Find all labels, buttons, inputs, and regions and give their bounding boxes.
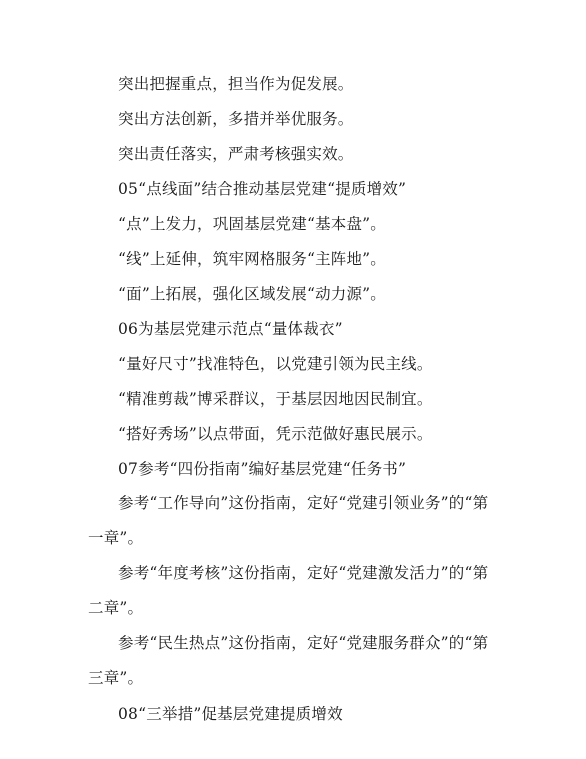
- text-line: 突出方法创新，多措并举优服务。: [118, 110, 354, 128]
- section-heading: 06为基层党建示范点“量体裁衣”: [118, 320, 343, 338]
- paragraph: 参考“民生热点”这份指南，定好“党建服务群众”的“第三章”。: [88, 634, 489, 687]
- section-heading: 08“三举措”促基层党建提质增效: [118, 705, 343, 723]
- text-line: 突出责任落实，严肃考核强实效。: [118, 145, 354, 163]
- text-line: “搭好秀场”以点带面，凭示范做好惠民展示。: [118, 425, 433, 443]
- text-line: 突出把握重点，担当作为促发展。: [118, 75, 354, 93]
- paragraph: 参考“工作导向”这份指南，定好“党建引领业务”的“第一章”。: [88, 494, 489, 547]
- section-heading: 07参考“四份指南”编好基层党建“任务书”: [118, 460, 407, 478]
- text-line: “精准剪裁”博采群议，于基层因地因民制宜。: [118, 390, 433, 408]
- text-line: “量好尺寸”找准特色，以党建引领为民主线。: [118, 355, 433, 373]
- text-line: “点”上发力，巩固基层党建“基本盘”。: [118, 215, 386, 233]
- text-line: “面”上拓展，强化区域发展“动力源”。: [118, 285, 386, 303]
- text-line: “线”上延伸，筑牢网格服务“主阵地”。: [118, 250, 386, 268]
- section-heading: 05“点线面”结合推动基层党建“提质增效”: [118, 180, 407, 198]
- paragraph: 参考“年度考核”这份指南，定好“党建激发活力”的“第二章”。: [88, 564, 489, 617]
